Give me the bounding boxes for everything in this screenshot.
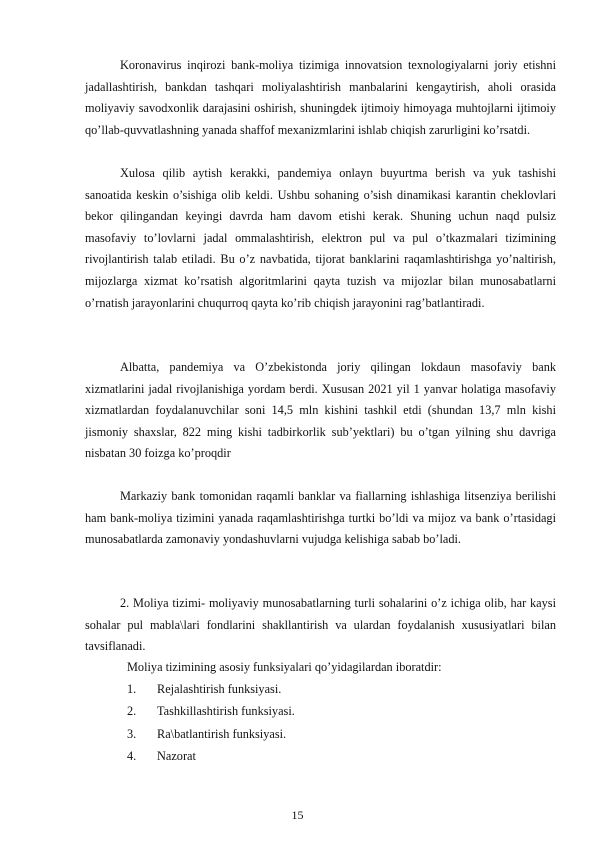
list-item [127, 724, 295, 746]
paragraph-5: 2. Moliya tizimi- moliyaviy munosabatlarning turli sohalarini o’z ichiga olib, har kaysi sohalar pul mabla\lari fondlarini shakllantirish va ulardan foydalanish xususiyatlari bilan tavsiflanadi. [85, 596, 556, 654]
list-item-number: 4. [127, 748, 137, 763]
paragraph-1: Koronavirus inqirozi bank-moliya tizimiga innovatsion texnologiyalarni joriy etishni jadallashtirish, bankdan tashqari moliyalashtirish manbalarini kengaytirish, aholi orasida moliyaviy savodxonlik darajasini oshirish, shuningdek ijtimoiy himoyaga muhtojlarni ijtimoiy qo’llab-quvvatlashning yanada shaffof mexanizmlarini ishlab chiqish zarurligini ko’rsatdi. [85, 58, 556, 137]
function-list [127, 679, 295, 768]
list-item-number: 1. [127, 682, 137, 696]
list-item-number: 2. [127, 704, 137, 719]
list-item-text: Ra\batlantirish funksiyasi. [157, 726, 287, 741]
paragraph-2: Xulosa qilib aytish kerakki, pandemiya onlayn buyurtma berish va yuk tashishi sanoatida keskin o’sishiga olib keldi. Ushbu sohaning o’sish dinamikasi karantin cheklovlari bekor qilingandan keyingi davrda ham davom etishi kerak. Shuning uchun naqd pulsiz masofaviy to’lovlarni jadal ommalashtirish, elektron pul va pul o’tkazmalari tizimining rivojlantirish talab etiladi. Bu o’z navbatida, tijorat banklarini raqamlashtirishga yo’naltirish, mijozlarga xizmat ko’rsatish algoritmlarini qayta tuzish va mijozlar bilan munosabatlarni o’rnatish jarayonlarini chuqurroq qayta ko’rib chiqish jarayonini rag’batlantiradi. [85, 166, 556, 310]
list-item-text: Tashkillashtirish funksiyasi. [157, 704, 295, 719]
paragraph-3: Albatta, pandemiya va O’zbekistonda joriy qilingan lokdaun masofaviy bank xizmatlarini jadal rivojlanishiga yordam berdi. Xususan 2021 yil 1 yanvar holatiga masofaviy xizmatlardan foydalanuvchilar soni 14,5 mln kishini tashkil etdi (shundan 13,7 mln kishi jismoniy shaxslar, 822 ming kishi tadbirkorlik sub’yektlari) bu o’tgan yilning shu davriga nisbatan 30 foizga ko’proqdir [85, 360, 556, 461]
paragraph-4: Markaziy bank tomonidan raqamli banklar va fiallarning ishlashiga litsenziya berilishi ham bank-moliya tizimini yanada raqamlashtirishga turtki bo’ldi va mijoz va bank o’rtasidagi munosabatlarda zamonaviy yondashuvlarni vujudga kelishiga sabab bo’ladi. [85, 489, 556, 547]
list-intro: Moliya tizimining asosiy funksiyalari qo’yidagilardan iboratdir: [127, 660, 442, 674]
list-item [127, 679, 295, 701]
page-number: 15 [291, 808, 304, 822]
list-item [127, 746, 295, 768]
list-item-text: Nazorat [157, 748, 196, 763]
list-item [127, 701, 295, 723]
list-item-number: 3. [127, 726, 137, 741]
list-item-text: Rejalashtirish funksiyasi. [157, 682, 282, 696]
